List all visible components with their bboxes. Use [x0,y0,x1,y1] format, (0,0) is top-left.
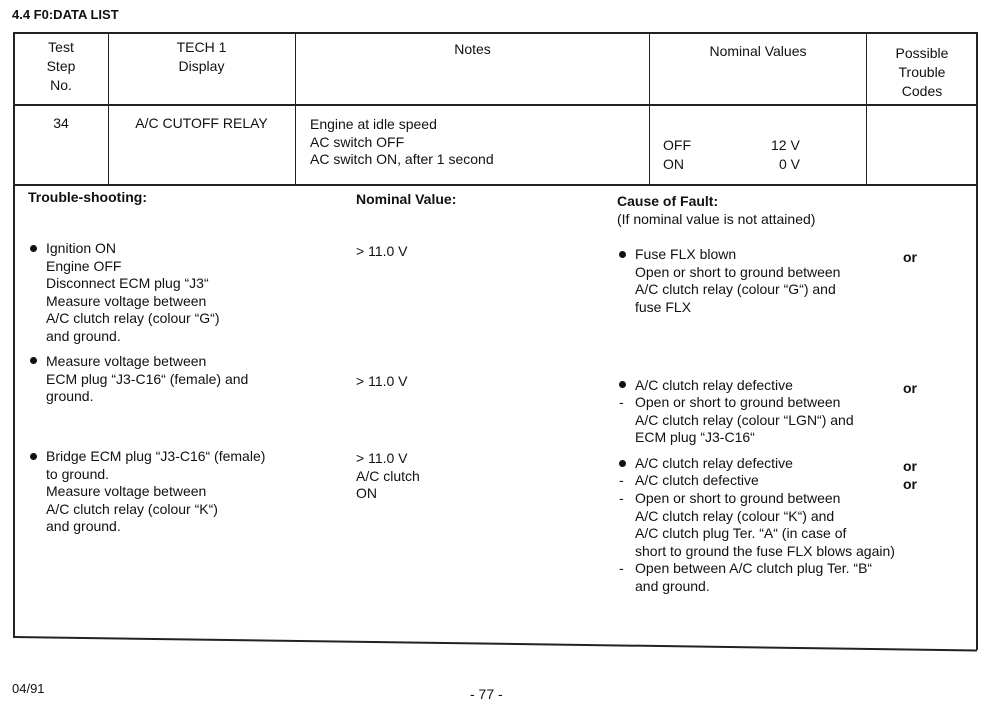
table-right-border [976,32,978,650]
troubleshooting-heading: Trouble-shooting: [28,189,147,205]
row-nominal-on-value: 0 V [779,156,801,172]
step-2-cause-1: A/C clutch relay defective [635,377,793,393]
cause-of-fault-subheading: (If nominal value is not attained) [617,211,816,227]
row-step-number: 34 [53,115,69,131]
step-2-or-label: or [903,380,917,396]
step-3-or-label-2: or [903,476,917,492]
nominal-value-heading: Nominal Value: [356,191,457,207]
step-3-cause-2-dash: - [619,472,624,488]
step-3-or-label-1: or [903,458,917,474]
table-bottom-border [13,636,977,651]
header-possible-trouble-codes: Possible Trouble Codes [895,45,949,99]
step-2-instructions: Measure voltage between ECM plug “J3-C16“ (female) and ground. [46,353,249,404]
step-1-instructions: Ignition ON Engine OFF Disconnect ECM plug “J3“ Measure voltage between A/C clutch relay (colour “G“) and ground. [46,240,220,344]
step-2-bullet [30,357,37,364]
step-3-cause-3-dash: - [619,490,624,506]
section-title: 4.4 F0:DATA LIST [12,7,119,22]
table-header-divider [13,104,977,106]
header-notes: Notes [454,41,491,57]
step-3-nominal: > 11.0 V A/C clutch ON [356,450,420,501]
row-tech1-display: A/C CUTOFF RELAY [135,115,268,131]
step-3-cause-4: Open between A/C clutch plug Ter. “B“ and ground. [635,560,873,594]
step-3-bullet [30,453,37,460]
step-1-or-label: or [903,249,917,265]
step-3-cause-4-dash: - [619,560,624,576]
table-row-bottom [13,184,977,186]
table-top-border [13,32,977,34]
header-test-step: Test Step No. [46,39,76,93]
step-3-cause-1: A/C clutch relay defective [635,455,793,471]
header-nominal-values: Nominal Values [709,43,807,59]
row-nominal-off-state: OFF [663,137,691,153]
step-2-cause-2-dash: - [619,394,624,410]
step-2-cause-1-bullet [619,381,626,388]
footer-page-number: - 77 - [470,686,503,702]
step-3-instructions: Bridge ECM plug “J3-C16“ (female) to ground. Measure voltage between A/C clutch relay (colour “K“) and ground. [46,448,266,534]
step-1-cause-1-bullet [619,251,626,258]
step-3-cause-3: Open or short to ground between A/C clutch relay (colour “K“) and A/C clutch plug Ter. “A“ (in case of short to ground the fuse FLX blows again) [635,490,895,559]
row-nominal-off-value: 12 V [771,137,800,153]
cause-of-fault-heading: Cause of Fault: [617,193,719,209]
header-tech1-display: TECH 1 Display [176,39,227,74]
step-3-cause-1-bullet [619,460,626,467]
step-1-cause-1: Fuse FLX blown Open or short to ground between A/C clutch relay (colour “G“) and fuse FLX [635,246,841,315]
step-3-cause-2: A/C clutch defective [635,472,759,488]
step-1-bullet [30,245,37,252]
step-2-nominal: > 11.0 V [356,373,408,389]
step-1-nominal: > 11.0 V [356,243,408,259]
row-nominal-on-state: ON [663,156,684,172]
footer-date: 04/91 [12,681,45,696]
step-2-cause-2: Open or short to ground between A/C clutch relay (colour “LGN“) and ECM plug “J3-C16“ [635,394,854,445]
row-notes: Engine at idle speed AC switch OFF AC switch ON, after 1 second [310,116,494,167]
